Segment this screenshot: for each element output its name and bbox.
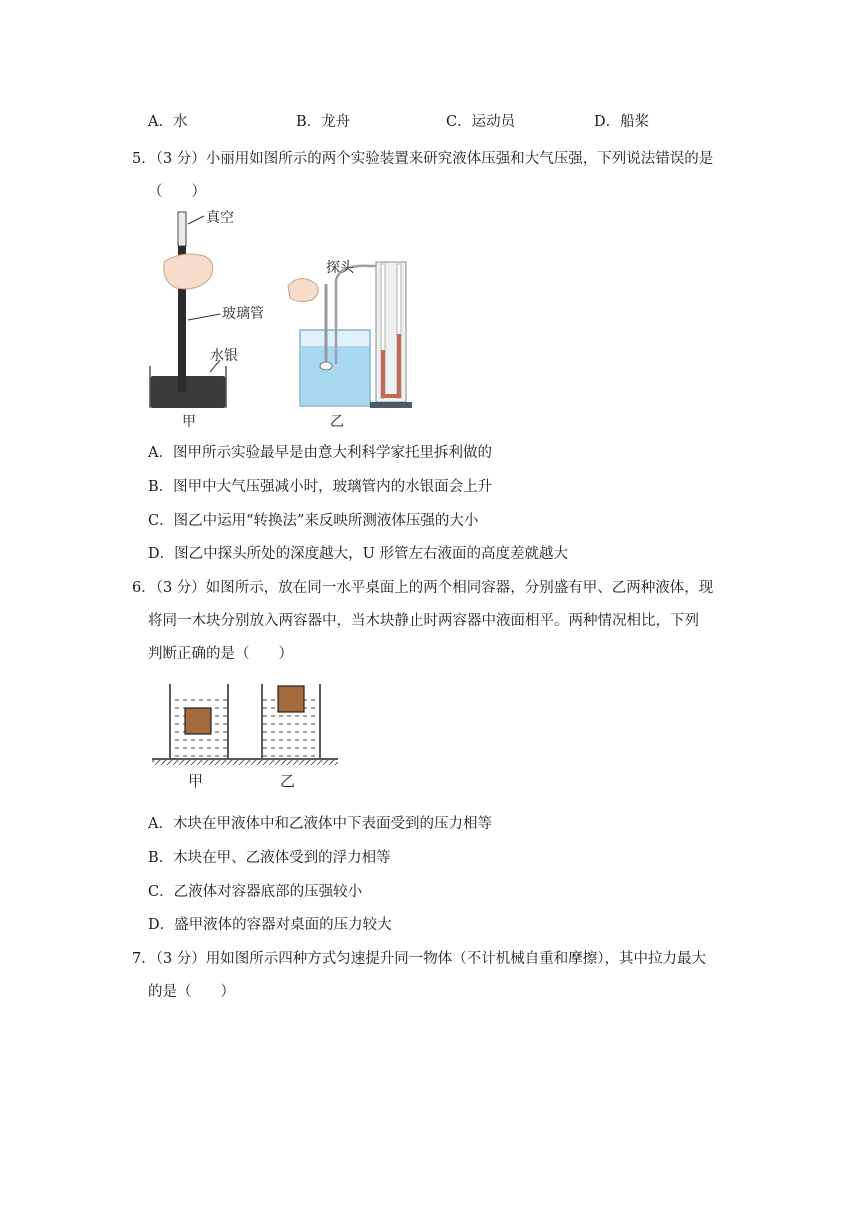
manometer-stand	[370, 402, 412, 408]
label-yi: 乙	[280, 772, 296, 790]
q5-stem-line1: 5．（3 分）小丽用如图所示的两个实验装置来研究液体压强和大气压强，下列说法错误的是	[132, 151, 714, 167]
label-jia: 甲	[188, 772, 204, 790]
q6-stem-line1: 6．（3 分）如图所示，放在同一水平桌面上的两个相同容器，分别盛有甲、乙两种液体，现	[132, 580, 714, 596]
q6-option-b: B．木块在甲、乙液体受到的浮力相等	[148, 850, 391, 866]
label-glass-tube: 玻璃管	[222, 306, 264, 322]
q5-stem-line2: （ ）	[148, 184, 206, 200]
q7-stem-line2: 的是（ ）	[148, 984, 235, 1000]
label-jia: 甲	[182, 414, 196, 430]
q5-option-b: B．图甲中大气压强减小时，玻璃管内的水银面会上升	[148, 479, 493, 495]
label-vacuum: 真空	[206, 210, 234, 226]
probe-hand	[288, 278, 318, 301]
u-tube-board	[376, 262, 406, 402]
q5-option-d: D．图乙中探头所处的深度越大，U 形管左右液面的高度差就越大	[148, 546, 568, 562]
hand	[164, 254, 213, 289]
probe	[320, 362, 332, 370]
wood-block-jia	[185, 708, 211, 734]
q6-stem-line3: 判断正确的是（ ）	[148, 646, 293, 662]
q4-option-a: A．水	[148, 114, 188, 130]
label-mercury: 水银	[210, 348, 238, 364]
label-probe: 探头	[326, 260, 354, 276]
q4-option-b: B．龙舟	[296, 114, 351, 130]
mercury-dish	[150, 376, 226, 408]
q6-stem-line2: 将同一木块分别放入两容器中，当木块静止时两容器中液面相平。两种情况相比，下列	[148, 613, 699, 629]
q5-figure	[140, 200, 430, 432]
q6-figure	[150, 680, 340, 792]
q5-option-c: C．图乙中运用“转换法”来反映所测液体压强的大小	[148, 513, 479, 529]
q7-stem-line1: 7．（3 分）用如图所示四种方式匀速提升同一物体（不计机械自重和摩擦），其中拉力最大	[132, 951, 707, 967]
label-yi: 乙	[330, 414, 344, 430]
wood-block-yi	[278, 686, 304, 712]
q5-option-a: A．图甲所示实验最早是由意大利科学家托里拆利做的	[148, 445, 492, 461]
q6-option-c: C．乙液体对容器底部的压强较小	[148, 884, 363, 900]
q6-option-d: D．盛甲液体的容器对桌面的压力较大	[148, 917, 392, 933]
q4-option-d: D．船桨	[594, 114, 650, 130]
q4-option-c: C．运动员	[446, 114, 516, 130]
q6-option-a: A．木块在甲液体中和乙液体中下表面受到的压力相等	[148, 816, 492, 832]
